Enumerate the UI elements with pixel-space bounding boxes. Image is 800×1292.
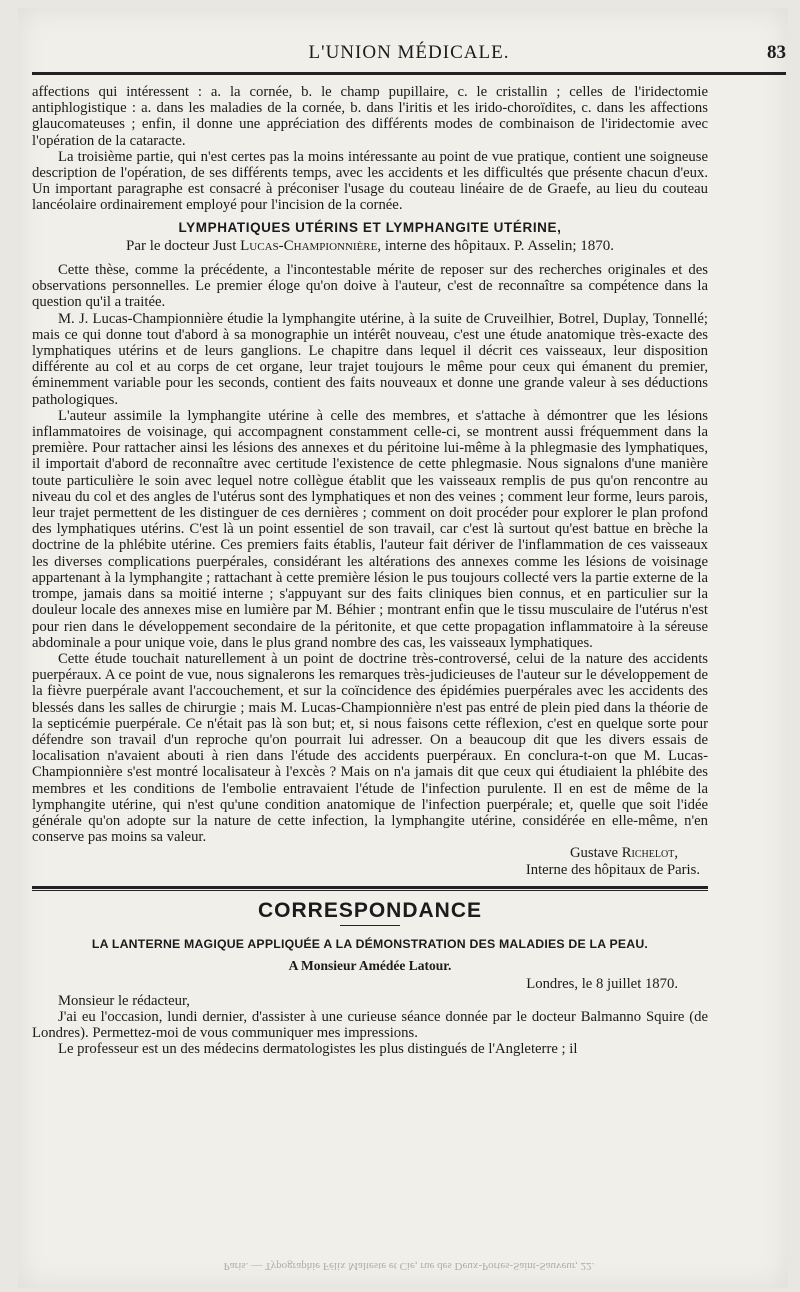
paragraph: Le professeur est un des médecins dermatologistes les plus distingués de l'Angleterre ; il [58, 1041, 578, 1058]
signature-name [32, 845, 678, 861]
signature-first: Gustave [569, 845, 622, 862]
signature-comma: , [674, 845, 678, 862]
section-rule-thick [32, 886, 708, 889]
signature-last: Richelot [621, 845, 675, 862]
page-number: 83 [767, 42, 786, 63]
section-rule-thin [32, 890, 708, 891]
bleedthrough-footer: Paris. — Typographie Félix Malteste et Cie, rue des Deux-Portes-Saint-Sauveur, 22. [223, 1260, 595, 1272]
journal-title: L'UNION MÉDICALE. [308, 42, 510, 63]
running-header [32, 42, 786, 70]
paragraph: J'ai eu l'occasion, lundi dernier, d'assister à une curieuse séance donnée par le docteur Balmanno Squire (de Londres). Permettez-moi de vous communiquer mes impressions. [32, 1008, 708, 1041]
paragraph: Cette étude touchait naturellement à un point de doctrine très-controversé, celui de la nature des accidents puerpéraux. A ce point de vue, nous signalerons les remarques très-judicieuses de l'auteur sur le développement de la fièvre puerpérale avant l'accouchement, et sur la coïncidence des épidémies puerpérales avec les accidents des blessés dans les salles de chirurgie ; mais M. Lucas-Championnière n'est pas entré de plein pied dans la théorie de la septicémie puerpérale. Ce n'était pas là son but; et, si nous faisons cette réflexion, c'est en quelque sorte pour défendre son travail d'un reproche qu'on pourrait lui adresser. On a beaucoup dit que les divers essais de localisation n'avaient abouti à rien dans l'étude des accidents puerpéraux. En conclura-t-on que M. Lucas-Championnière s'est montré localisateur à l'excès ? Mais on n'a jamais dit que ceux qui étudiaient la phlébite des membres et les conditions de l'embolie entravaient l'étude de l'infection purulente. Il en est de même de la lymphangite utérine, qui n'est qu'une condition anatomique de l'infection puerpérale; et, quelle que soit l'idée générale qu'on adopte sur la nature de cette infection, la lymphangite utérine, considérée en elle-même, n'en conserve pas moins sa valeur. [32, 650, 708, 846]
byline-post: , interne des hôpitaux. P. Asselin; 1870. [377, 237, 615, 254]
addressee: A Monsieur Amédée Latour. [288, 958, 452, 974]
correspondance-subtitle: LA LANTERNE MAGIQUE APPLIQUÉE A LA DÉMONSTRATION DES MALADIES DE LA PEAU. [91, 936, 649, 951]
paragraph: L'auteur assimile la lymphangite utérine à celle des membres, et s'attache à démontrer que les lésions inflammatoires de voisinage, qui accompagnent constamment celle-ci, se montrent aussi fréquemment dans la première. Pour rattacher ainsi les lésions des annexes et du péritoine lui-même à la phlegmasie des lymphatiques, il importait d'abord de reconnaître avec certitude l'existence de cette phlegmasie. Nous signalons d'une manière toute particulière le soin avec lequel notre collègue établit que les vaisseaux remplis de pus qu'on rencontre au niveau du col et des angles de l'utérus sont des lymphatiques et non des veines ; comment leur forme, leurs parois, leur trajet permettent de les distinguer de ces dernières ; comment on doit procéder pour explorer le plan profond des lymphatiques utérins. C'est là un point essentiel de son travail, car c'est là surtout qu'est battue en brèche la doctrine de la phlébite utérine. Ces premiers faits établis, l'auteur fait dériver de l'inflammation de ces vaisseaux les diverses complications puerpérales, considérant les altérations des annexes comme les lésions de voisinage appartenant à la lymphangite ; rattachant à cette première lésion le pus toujours collecté vers la partie externe de la trompe, jamais dans sa moitié interne ; s'appuyant sur des faits cliniques bien connus, et en particulier sur la douleur locale des annexes mise en lumière par M. Béhier ; montrant enfin que le tissu musculaire de l'utérus n'est pour rien dans le développement secondaire de la péritonite, et que cette propagation inflammatoire à la séreuse abdominale a pour unique voie, dans le plus grand nombre des cas, les vaisseaux lymphatiques. [32, 407, 708, 651]
paragraph: La troisième partie, qui n'est certes pas la moins intéressante au point de vue pratique, contient une soigneuse description de l'opération, de ses différents temps, avec les accidents et les difficultés que présente chacun d'eux. Un important paragraphe est consacré à préconiser l'usage du couteau linéaire de de Graefe, au lieu du couteau lancéolaire ordinairement employé pour l'incision de la cornée. [32, 148, 708, 214]
dateline: Londres, le 8 juillet 1870. [526, 976, 678, 993]
correspondance-title: CORRESPONDANCE [257, 898, 483, 922]
signature-role: Interne des hôpitaux de Paris. [525, 861, 700, 878]
byline-pre: Par le docteur Just [125, 237, 241, 254]
header-rule [32, 72, 786, 75]
article-body [32, 84, 708, 1057]
paragraph: M. J. Lucas-Championnière étudie la lymphangite utérine, à la suite de Cruveilhier, Botrel, Duplay, Tonnellé; mais ce qui donne tout d'abord à sa monographie un intérêt nouveau, c'est une étude anatomique très-exacte des lymphatiques utérins et de leurs ganglions. Le chapitre dans lequel il décrit ces vaisseaux, leur disposition différente au col et au corps de cet organe, leur trajet toujours le même pour ceux qui émanent du premier, éminemment variable pour les seconds, contient des faits nouveaux et donne une grande valeur à ses déductions pathologiques. [32, 310, 708, 408]
byline [32, 238, 708, 254]
author-name: Lucas-Championnière [240, 237, 378, 254]
paragraph: Cette thèse, comme la précédente, a l'incontestable mérite de reposer sur des recherches originales et des observations personnelles. Le premier éloge qu'on doive à l'auteur, c'est de reconnaître sa compétence dans la question qu'il a traitée. [32, 262, 708, 311]
section-title: LYMPHATIQUES UTÉRINS ET LYMPHANGITE UTÉRINE, [178, 219, 562, 235]
short-rule [340, 925, 400, 926]
paragraph: affections qui intéressent : a. la cornée, b. le champ pupillaire, c. le cristallin ; celles de l'iridectomie antiphlogistique : a. dans les maladies de la cornée, b. dans l'iritis et les irido-choroïdites, c. dans les affections glaucomateuses ; enfin, il donne une appréciation des différents modes de combinaison de l'iridectomie avec l'opération de la cataracte. [32, 84, 708, 149]
salutation: Monsieur le rédacteur, [58, 992, 190, 1009]
